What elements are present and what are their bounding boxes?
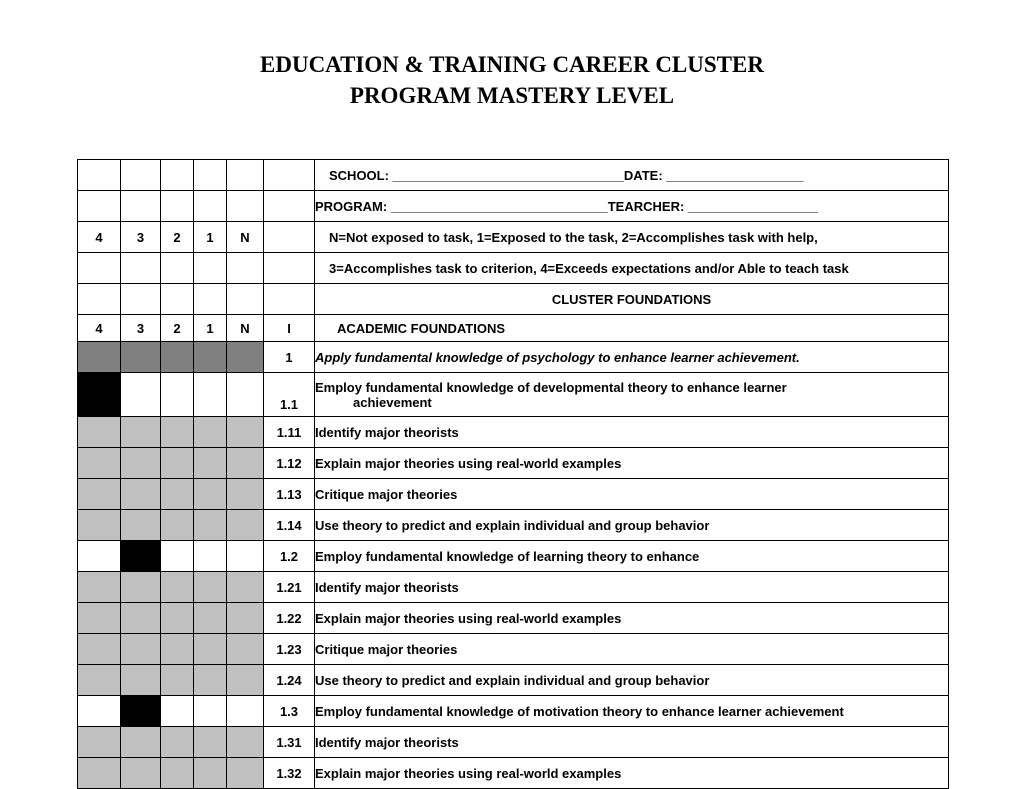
program-teacher-field[interactable]: PROGRAM: ______________________________TEARCHER: __________________ [315, 191, 949, 222]
page-title-line1: EDUCATION & TRAINING CAREER CLUSTER [260, 52, 764, 77]
rating-cell[interactable] [121, 572, 161, 603]
table-row [78, 479, 949, 510]
rating-cell-selected[interactable] [121, 696, 161, 727]
rating-cell[interactable] [194, 510, 227, 541]
rating-cell[interactable] [121, 665, 161, 696]
rating-cell[interactable] [121, 603, 161, 634]
rating-cell[interactable] [194, 572, 227, 603]
level-n-header: N [227, 315, 264, 342]
school-date-field[interactable]: SCHOOL: ________________________________DATE: ___________________ [315, 160, 949, 191]
item-text: Employ fundamental knowledge of learning theory to enhance [315, 541, 949, 572]
item-number: 1.31 [264, 727, 315, 758]
legend-line-1: N=Not exposed to task, 1=Exposed to the task, 2=Accomplishes task with help, [315, 222, 949, 253]
level-2-header: 2 [161, 222, 194, 253]
rating-cell[interactable] [78, 191, 121, 222]
table-row [78, 696, 949, 727]
rating-cell[interactable] [121, 479, 161, 510]
cluster-title: CLUSTER FOUNDATIONS [315, 284, 949, 315]
rating-cell[interactable] [121, 727, 161, 758]
item-number: 1 [264, 342, 315, 373]
rating-cell[interactable] [227, 191, 264, 222]
rating-cell[interactable] [227, 634, 264, 665]
item-text: Explain major theories using real-world examples [315, 448, 949, 479]
item-number: 1.32 [264, 758, 315, 789]
item-text-line: achievement [353, 394, 432, 410]
rating-cell[interactable] [161, 417, 194, 448]
program-row [78, 191, 949, 222]
item-text: Employ fundamental knowledge of motivation theory to enhance learner achievement [315, 696, 949, 727]
rating-cell[interactable] [227, 479, 264, 510]
rating-cell[interactable] [227, 373, 264, 417]
rating-cell[interactable] [161, 603, 194, 634]
rating-cell[interactable] [194, 727, 227, 758]
legend-line-2: 3=Accomplishes task to criterion, 4=Exceeds expectations and/or Able to teach task [315, 253, 949, 284]
rating-cell[interactable] [194, 541, 227, 572]
level-2-header: 2 [161, 315, 194, 342]
item-text: Use theory to predict and explain individual and group behavior [315, 510, 949, 541]
school-row [78, 160, 949, 191]
rating-cell[interactable] [121, 634, 161, 665]
table-row [78, 342, 949, 373]
table-row [78, 417, 949, 448]
rating-cell[interactable] [194, 284, 227, 315]
item-number: 1.21 [264, 572, 315, 603]
item-number: 1.23 [264, 634, 315, 665]
item-number: 1.2 [264, 541, 315, 572]
rating-cell[interactable] [227, 727, 264, 758]
level-header-row [78, 222, 949, 253]
rating-cell[interactable] [161, 191, 194, 222]
item-text [315, 373, 949, 417]
level-1-header: 1 [194, 222, 227, 253]
rating-cell[interactable] [194, 665, 227, 696]
item-text: Identify major theorists [315, 572, 949, 603]
table-row [78, 758, 949, 789]
number-cell [264, 284, 315, 315]
level-1-header: 1 [194, 315, 227, 342]
item-text: Use theory to predict and explain individual and group behavior [315, 665, 949, 696]
level-n-header: N [227, 222, 264, 253]
rating-cell[interactable] [194, 191, 227, 222]
rating-cell[interactable] [78, 665, 121, 696]
level-3-header: 3 [121, 315, 161, 342]
rating-cell[interactable] [161, 541, 194, 572]
rating-cell[interactable] [121, 417, 161, 448]
rating-cell[interactable] [194, 758, 227, 789]
rating-cell[interactable] [194, 373, 227, 417]
rating-cell[interactable] [161, 160, 194, 191]
rating-cell[interactable] [194, 603, 227, 634]
rating-cell[interactable] [227, 665, 264, 696]
rating-cell[interactable] [78, 479, 121, 510]
rating-cell[interactable] [194, 417, 227, 448]
table-row [78, 603, 949, 634]
rating-cell[interactable] [78, 541, 121, 572]
rating-cell[interactable] [78, 634, 121, 665]
item-number: 1.3 [264, 696, 315, 727]
rating-cell[interactable] [78, 758, 121, 789]
table-row [78, 727, 949, 758]
rating-cell[interactable] [78, 417, 121, 448]
section-number: I [264, 315, 315, 342]
table-row [78, 541, 949, 572]
item-number: 1.13 [264, 479, 315, 510]
table-row [78, 448, 949, 479]
rating-cell[interactable] [161, 448, 194, 479]
rating-cell[interactable] [194, 479, 227, 510]
item-text: Explain major theories using real-world examples [315, 603, 949, 634]
item-number: 1.22 [264, 603, 315, 634]
item-text: Identify major theorists [315, 417, 949, 448]
rating-cell[interactable] [194, 160, 227, 191]
rating-cell[interactable] [161, 373, 194, 417]
level-3-header: 3 [121, 222, 161, 253]
number-cell [264, 160, 315, 191]
rating-cell[interactable] [78, 160, 121, 191]
rating-cell[interactable] [121, 284, 161, 315]
rating-cell[interactable] [121, 448, 161, 479]
table-row [78, 373, 949, 417]
rating-cell[interactable] [161, 696, 194, 727]
rating-cell[interactable] [161, 479, 194, 510]
rating-cell[interactable] [227, 603, 264, 634]
rating-cell [78, 342, 121, 373]
rating-cell[interactable] [194, 448, 227, 479]
rating-cell[interactable] [121, 510, 161, 541]
rating-cell [194, 342, 227, 373]
rating-cell[interactable] [161, 665, 194, 696]
number-cell [264, 253, 315, 284]
rating-cell[interactable] [161, 284, 194, 315]
number-cell [264, 222, 315, 253]
mastery-table [77, 159, 949, 789]
table-row [78, 634, 949, 665]
item-number: 1.14 [264, 510, 315, 541]
rating-cell[interactable] [161, 572, 194, 603]
rating-cell[interactable] [194, 696, 227, 727]
rating-cell[interactable] [227, 253, 264, 284]
rating-cell[interactable] [227, 284, 264, 315]
rating-cell[interactable] [78, 572, 121, 603]
rating-cell [227, 342, 264, 373]
rating-cell[interactable] [121, 160, 161, 191]
level-4-header: 4 [78, 315, 121, 342]
item-text: Identify major theorists [315, 727, 949, 758]
item-text: Apply fundamental knowledge of psychology to enhance learner achievement. [315, 342, 949, 373]
page-title-line2: PROGRAM MASTERY LEVEL [349, 83, 675, 108]
rating-cell[interactable] [194, 253, 227, 284]
level-4-header: 4 [78, 222, 121, 253]
rating-cell [121, 342, 161, 373]
rating-cell[interactable] [161, 634, 194, 665]
rating-cell[interactable] [161, 253, 194, 284]
table-row [78, 510, 949, 541]
rating-cell[interactable] [161, 727, 194, 758]
item-text: Critique major theories [315, 479, 949, 510]
item-number: 1.11 [264, 417, 315, 448]
rating-cell[interactable] [227, 160, 264, 191]
rating-cell[interactable] [121, 373, 161, 417]
rating-cell[interactable] [121, 758, 161, 789]
section-row [78, 315, 949, 342]
legend-row [78, 253, 949, 284]
rating-cell[interactable] [78, 727, 121, 758]
rating-cell[interactable] [227, 448, 264, 479]
rating-cell[interactable] [78, 284, 121, 315]
item-text: Explain major theories using real-world examples [315, 758, 949, 789]
rating-cell[interactable] [227, 510, 264, 541]
table-row [78, 572, 949, 603]
rating-cell[interactable] [78, 253, 121, 284]
item-number: 1.24 [264, 665, 315, 696]
rating-cell[interactable] [161, 510, 194, 541]
number-cell [264, 191, 315, 222]
item-text: Critique major theories [315, 634, 949, 665]
rating-cell[interactable] [78, 603, 121, 634]
item-number: 1.1 [264, 373, 315, 417]
rating-cell[interactable] [78, 448, 121, 479]
rating-cell [161, 342, 194, 373]
rating-cell[interactable] [121, 191, 161, 222]
rating-cell[interactable] [78, 510, 121, 541]
table-row [78, 665, 949, 696]
section-title: ACADEMIC FOUNDATIONS [315, 315, 949, 342]
rating-cell[interactable] [78, 696, 121, 727]
item-number: 1.12 [264, 448, 315, 479]
rating-cell[interactable] [161, 758, 194, 789]
rating-cell[interactable] [227, 758, 264, 789]
rating-cell[interactable] [227, 417, 264, 448]
rating-cell[interactable] [121, 253, 161, 284]
rating-cell[interactable] [227, 696, 264, 727]
rating-cell[interactable] [194, 634, 227, 665]
rating-cell-selected[interactable] [121, 541, 161, 572]
cluster-row [78, 284, 949, 315]
item-text-line: Employ fundamental knowledge of developmental theory to enhance learner [315, 379, 787, 395]
rating-cell-selected[interactable] [78, 373, 121, 417]
rating-cell[interactable] [227, 572, 264, 603]
rating-cell[interactable] [227, 541, 264, 572]
